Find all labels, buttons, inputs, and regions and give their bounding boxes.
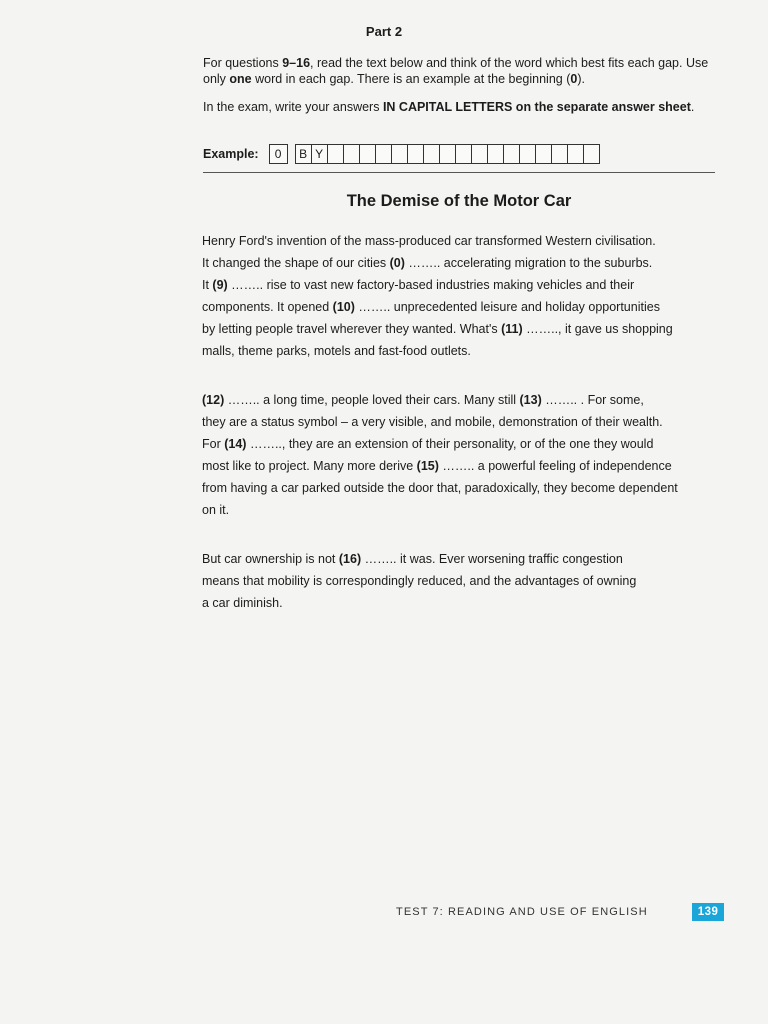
text-line: For (14) …….., they are an extension of their personality, or of the one they would xyxy=(202,437,654,451)
instructions xyxy=(203,55,713,127)
text-line: means that mobility is correspondingly reduced, and the advantages of owning xyxy=(202,574,637,588)
example-letter-boxes xyxy=(296,144,600,164)
example-letter-box: B xyxy=(295,144,312,164)
instr-text: , read the text below and think of the word which best fits each gap. Use only xyxy=(203,56,709,86)
instr-one-word: one xyxy=(229,72,252,86)
example-letter-box xyxy=(423,144,440,164)
example-answer-row xyxy=(203,143,600,165)
gap-number: (10) xyxy=(332,300,355,314)
article-title: The Demise of the Motor Car xyxy=(346,192,572,210)
example-letter-box xyxy=(471,144,488,164)
instr-text: . xyxy=(690,100,695,114)
instr-text: For questions xyxy=(203,56,283,70)
instr-example-number: 0 xyxy=(570,72,578,86)
example-letter-box xyxy=(535,144,552,164)
part-heading: Part 2 xyxy=(365,24,403,39)
text-line: But car ownership is not (16) …….. it was. Ever worsening traffic congestion xyxy=(202,552,623,566)
example-letter-box xyxy=(359,144,376,164)
example-letter-box xyxy=(583,144,600,164)
paragraph-3 xyxy=(202,548,718,614)
instructions-paragraph-1 xyxy=(203,55,713,87)
example-letter-box xyxy=(375,144,392,164)
paragraph-1 xyxy=(202,230,718,362)
gap-number: (15) xyxy=(416,459,439,473)
text-line: a car diminish. xyxy=(202,596,283,610)
example-letter-box xyxy=(407,144,424,164)
gap-number: (0) xyxy=(389,256,405,270)
example-letter-box xyxy=(487,144,504,164)
text-line: malls, theme parks, motels and fast-food outlets. xyxy=(202,344,471,358)
text-line: they are a status symbol – a very visible, and mobile, demonstration of their wealth. xyxy=(202,415,663,429)
text-line: (12) …….. a long time, people loved their cars. Many still (13) …….. . For some, xyxy=(202,393,644,407)
text-line: It changed the shape of our cities (0) …….. accelerating migration to the suburbs. xyxy=(202,256,653,270)
footer-test-label: TEST 7: READING AND USE OF ENGLISH xyxy=(396,906,648,918)
text-line: most like to project. Many more derive (15) …….. a powerful feeling of independence xyxy=(202,459,672,473)
example-letter-box xyxy=(567,144,584,164)
gap-number: (12) xyxy=(202,393,225,407)
instr-text: word in each gap. There is an example at the beginning ( xyxy=(251,72,571,86)
example-letter-box xyxy=(343,144,360,164)
gap-number: (9) xyxy=(212,278,228,292)
paragraph-2 xyxy=(202,389,718,521)
divider-line xyxy=(203,172,715,173)
text-line: components. It opened (10) …….. unprecedented leisure and holiday opportunities xyxy=(202,300,660,314)
gap-number: (13) xyxy=(519,393,542,407)
example-letter-box xyxy=(391,144,408,164)
text-line: by letting people travel wherever they wanted. What's (11) …….., it gave us shopping xyxy=(202,322,673,336)
text-line: from having a car parked outside the door that, paradoxically, they become dependent xyxy=(202,481,678,495)
example-letter-box xyxy=(439,144,456,164)
text-line: Henry Ford's invention of the mass-produced car transformed Western civilisation. xyxy=(202,234,656,248)
example-letter-box xyxy=(327,144,344,164)
example-letter-box xyxy=(551,144,568,164)
example-number-box: 0 xyxy=(269,144,288,164)
example-letter-box xyxy=(519,144,536,164)
text-line: on it. xyxy=(202,503,230,517)
gap-number: (16) xyxy=(338,552,362,566)
instr-capital-letters: IN CAPITAL LETTERS on the separate answer sheet xyxy=(382,100,691,114)
example-letter-box xyxy=(503,144,520,164)
instr-text: ). xyxy=(577,72,585,86)
page-number-badge: 139 xyxy=(692,903,725,921)
example-letter-box: Y xyxy=(311,144,328,164)
example-label: Example: xyxy=(203,147,259,161)
gap-number: (11) xyxy=(501,322,523,336)
instr-question-range: 9–16 xyxy=(282,56,311,70)
gap-number: (14) xyxy=(224,437,247,451)
instructions-paragraph-2 xyxy=(203,99,713,115)
instr-text: In the exam, write your answers xyxy=(203,100,383,114)
text-line: It (9) …….. rise to vast new factory-based industries making vehicles and their xyxy=(202,278,635,292)
page-footer xyxy=(396,903,724,921)
example-letter-box xyxy=(455,144,472,164)
